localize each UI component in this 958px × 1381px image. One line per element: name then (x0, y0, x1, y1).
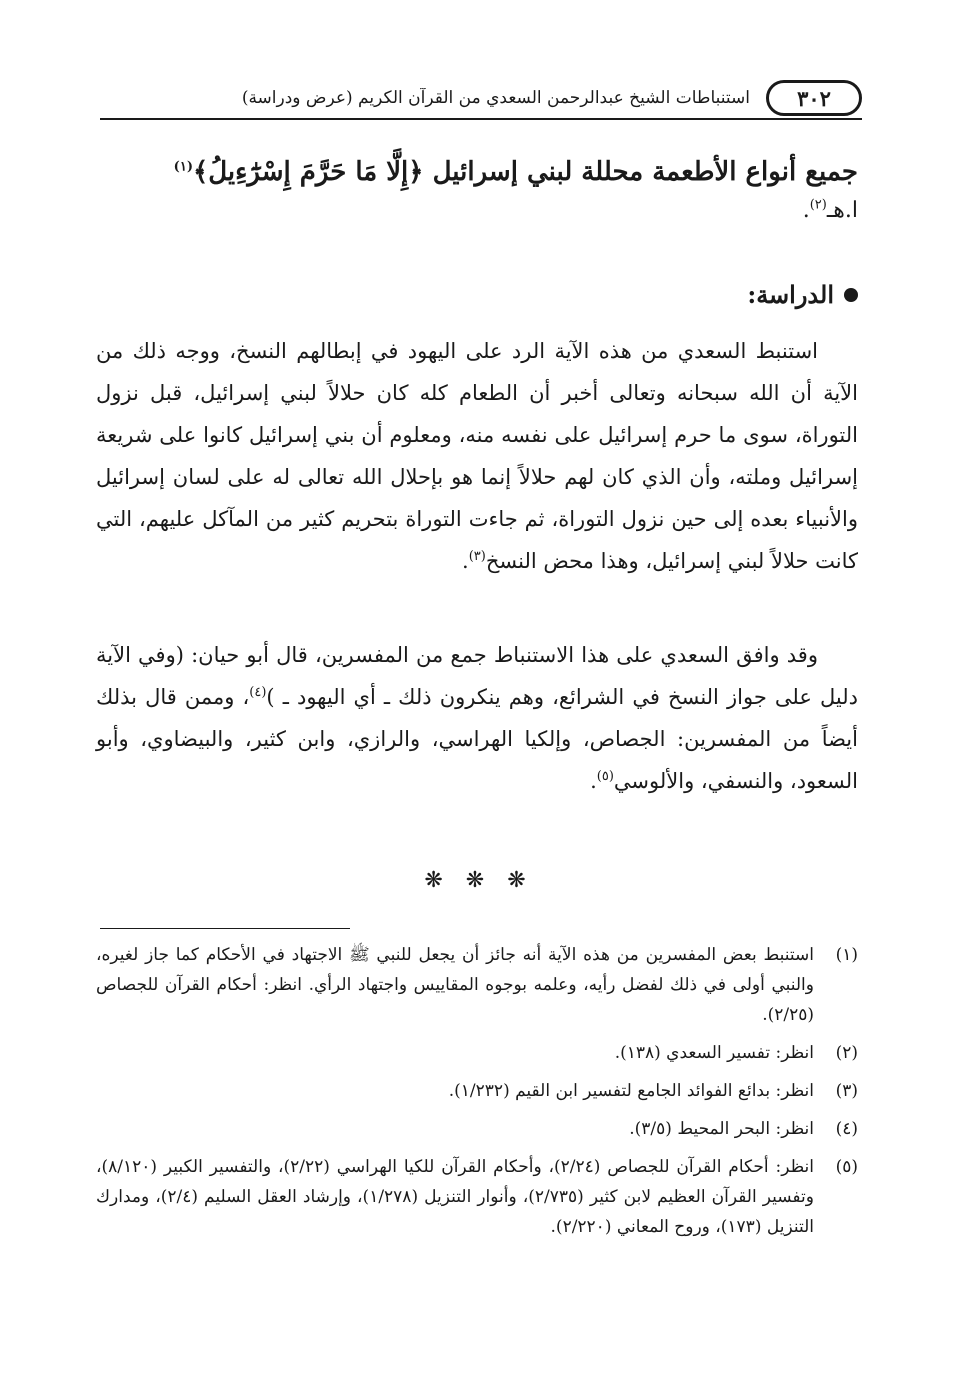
footnote-item (96, 1114, 858, 1144)
footnotes (96, 940, 858, 1250)
footnote-number: (٥) (835, 1157, 858, 1177)
bullet-icon (844, 288, 858, 302)
footnote-text: انظر: أحكام القرآن للجصاص (٢/٢٤)، وأحكام القرآن للكيا الهراسي (٢/٢٢)، والتفسير الكبير (٨/١٢٠)، وتفسير القرآن العظيم لابن كثير (٢/٧٣٥)، وأنوار التنزيل (١/٢٧٨)، وإرشاد العقل السليم (٢/٤)، ومدارك التنزيل (١٧٣)، وروح المعاني (٢/٢٢٠). (96, 1157, 814, 1237)
period: . (590, 769, 597, 793)
continued-text (96, 150, 858, 228)
section-separator: ❋ ❋ ❋ (424, 868, 534, 893)
paragraph-text: وقد وافق السعدي على هذا الاستنباط جمع من المفسرين، قال أبو حيان: (وفي الآية دليل على جواز النسخ في الشرائع، وهم ينكرون ذلك ـ أي اليهود ـ ) (96, 643, 858, 709)
footnote-number: (٣) (835, 1081, 858, 1101)
footnote-ref: (٥) (596, 769, 614, 784)
footnote-number: (٢) (835, 1043, 858, 1063)
page-header (100, 78, 862, 124)
footnote-text: استنبط بعض المفسرين من هذه الآية أنه جائز أن يجعل للنبي ﷺ الاجتهاد في الأحكام كما جاز لغيره، والنبي أولى في ذلك لفضل رأيه، وعلمه بوجوه المقاييس واجتهاد الرأي. انظر: أحكام القرآن للجصاص (٢/٢٥). (96, 945, 814, 1025)
period: . (802, 198, 810, 223)
footnote-rule (100, 928, 350, 929)
footnote-text: انظر: بدائع الفوائد الجامع لتفسير ابن القيم (١/٢٣٢). (448, 1081, 814, 1101)
page-number: ٣٠٢ (766, 80, 862, 116)
continued-line-text: جميع أنواع الأطعمة محللة لبني إسرائيل ﴿إِلَّا مَا حَرَّمَ إِسْرَٰٓءِيلُ﴾ (192, 157, 858, 187)
continued-line (96, 150, 858, 194)
footnote-item (96, 940, 858, 1030)
footnote-text: انظر: البحر المحيط (٣/٥). (629, 1119, 814, 1139)
footnote-ref: (١) (173, 159, 193, 175)
running-title: استنباطات الشيخ عبدالرحمن السعدي من القرآن الكريم (عرض ودراسة) (241, 88, 750, 108)
body-paragraph (96, 634, 858, 802)
footnote-ref: (٢) (809, 197, 827, 213)
section-heading (747, 280, 858, 309)
continued-line-end (96, 194, 858, 228)
body-paragraph (96, 330, 858, 582)
header-rule (100, 118, 862, 120)
footnote-ref: (٤) (249, 685, 267, 700)
footnote-ref: (٣) (468, 549, 486, 564)
paragraph-text: استنبط السعدي من هذه الآية الرد على اليهود في إبطالهم النسخ، ووجه ذلك من الآية أن الله سبحانه وتعالى أخبر أن الطعام كله كان حلالاً لبني إسرائيل، قبل نزول التوراة، سوى ما حرم إسرائيل على نفسه منه، ومعلوم أن بني إسرائيل كانوا على شريعة إسرائيل وملته، وأن الذي كان لهم حلالاً إنما هو بإحلال الله تعالى له على لسان إسرائيل والأنبياء بعده إلى حين نزول التوراة، ثم جاءت التوراة بتحريم كثير من المآكل عليهم، التي كانت حلالاً لبني إسرائيل، وهذا محض النسخ (96, 339, 858, 573)
section-heading-text: الدراسة: (747, 280, 834, 309)
footnote-item (96, 1038, 858, 1068)
footnote-text: انظر: تفسير السعدي (١٣٨). (614, 1043, 814, 1063)
paragraph-text: ، وممن قال بذلك أيضاً من المفسرين: الجصاص، وإلكيا الهراسي، والرازي، وابن كثير، والبيضاوي، وأبو السعود، والنسفي، والألوسي (96, 685, 858, 793)
end-quote-marker: ا.هـ (826, 198, 858, 223)
footnote-item (96, 1152, 858, 1242)
footnote-number: (١) (835, 945, 858, 965)
footnote-item (96, 1076, 858, 1106)
period: . (462, 549, 469, 573)
footnote-number: (٤) (835, 1119, 858, 1139)
